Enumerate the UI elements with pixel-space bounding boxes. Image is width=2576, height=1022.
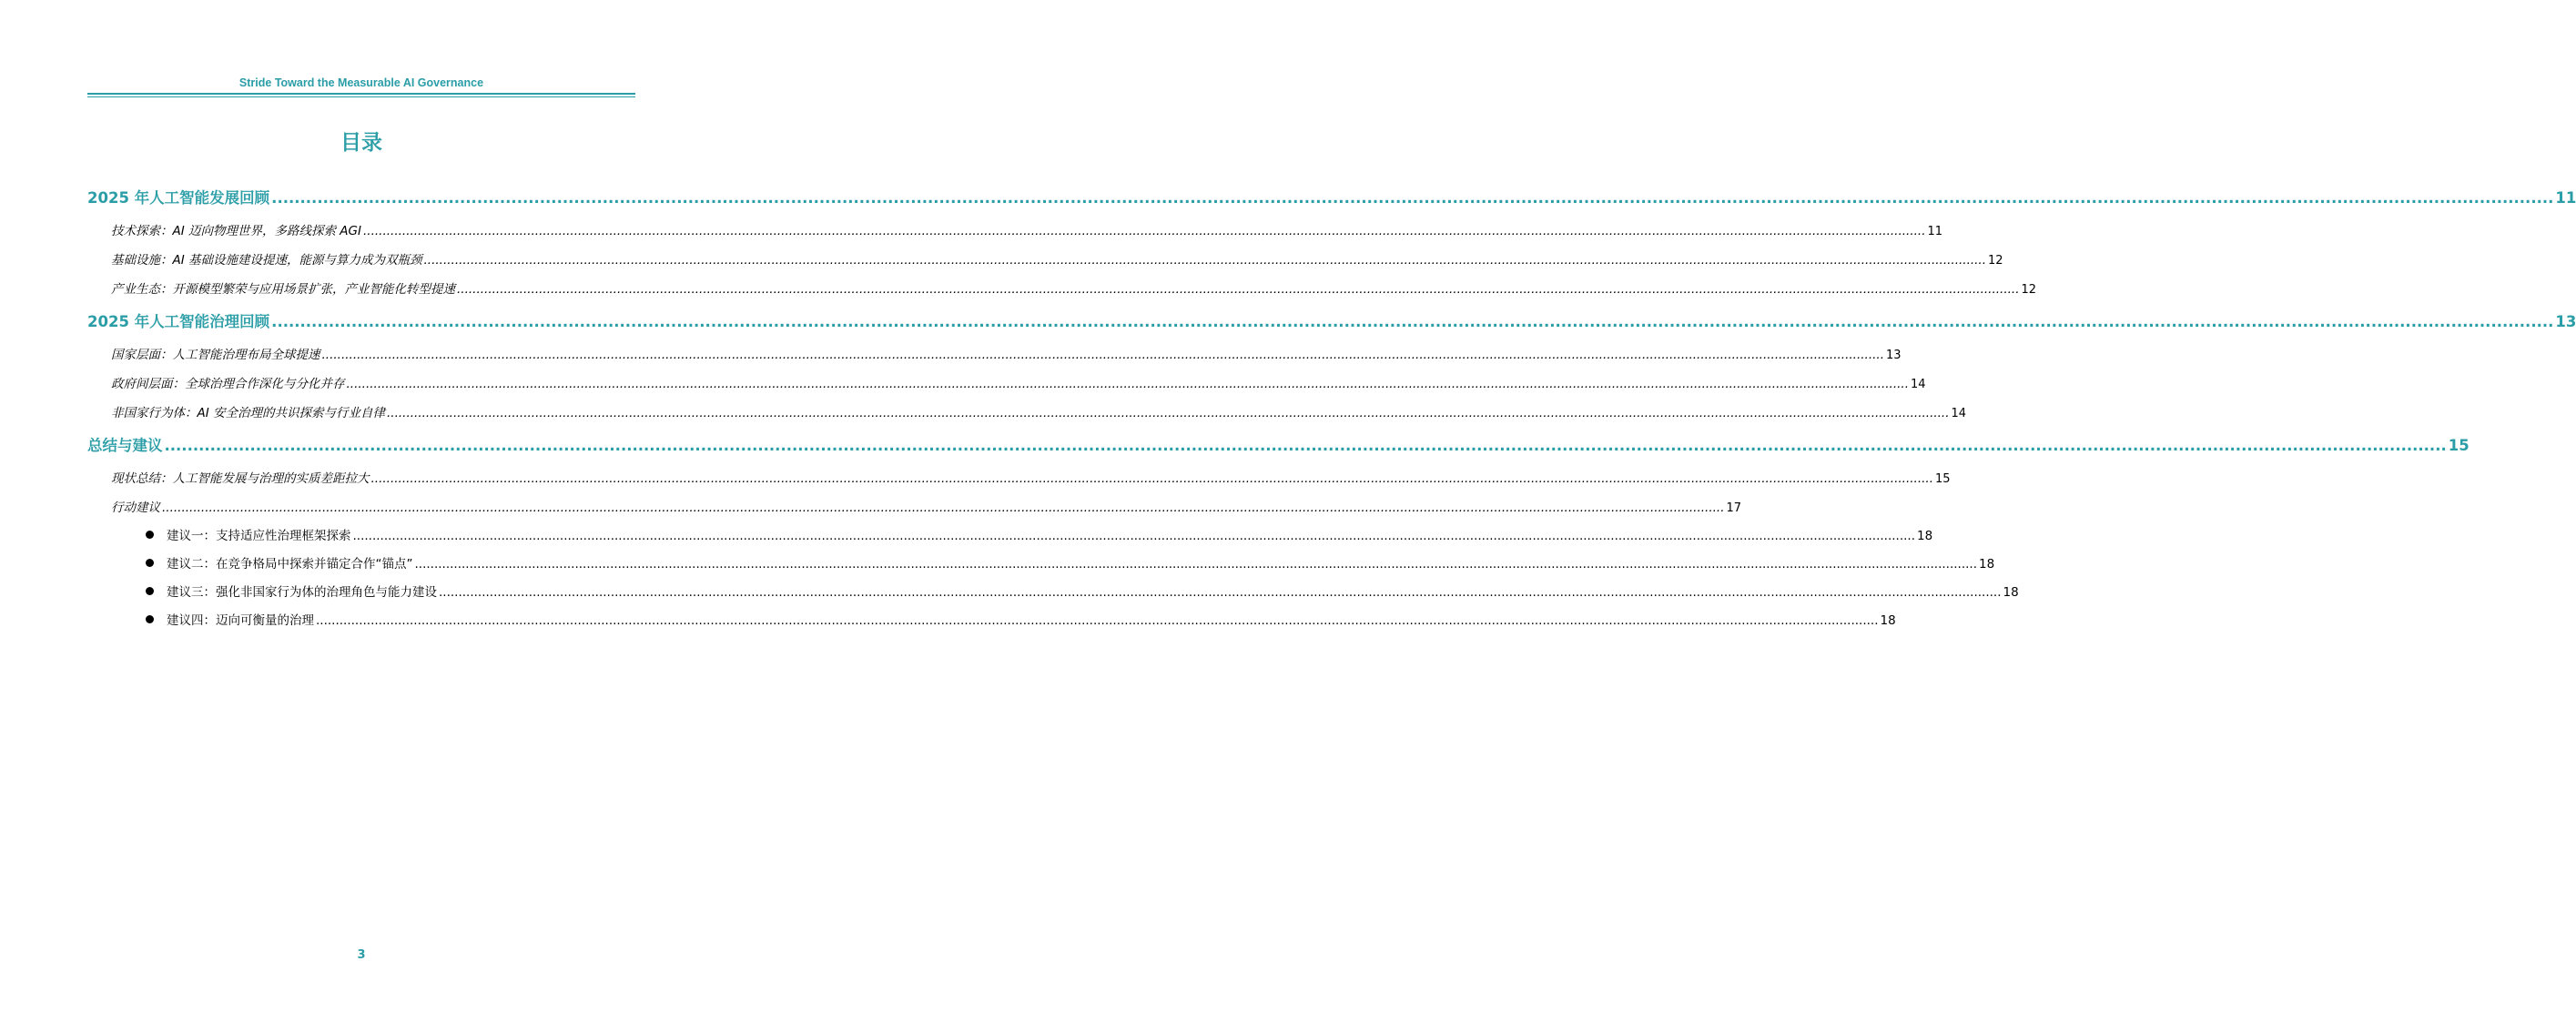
toc-entry-page: 13 (1886, 349, 1902, 362)
dot-leader: ................................................................................................................................................................................................................................................................................................................................................................................................................ (439, 585, 2002, 600)
toc-entry-level-1[interactable] (87, 433, 2470, 455)
toc-entry-level-2[interactable] (111, 402, 1967, 420)
toc-entry-page: 13 (2555, 313, 2576, 330)
toc-entry-title: 政府间层面：全球治理合作深化与分化并存 (111, 377, 345, 391)
toc-entry-page: 11 (1927, 225, 1943, 238)
dot-leader: ................................................................................................................................................................................................................................................................................................................................................................................................................ (387, 406, 1950, 420)
toc-entry-title: 建议三：强化非国家行为体的治理角色与能力建设 (167, 585, 437, 600)
toc-entry-page: 15 (1935, 472, 1951, 486)
toc-entry-title: 现状总结：人工智能发展与治理的实质差距拉大 (111, 471, 370, 486)
bullet-icon (146, 559, 154, 567)
toc-entry-page: 11 (2555, 189, 2576, 207)
toc-entry-title: 产业生态：开源模型繁荣与应用场景扩张，产业智能化转型提速 (111, 282, 455, 297)
toc-entry-title: 建议一：支持适应性治理框架探索 (167, 529, 351, 543)
dot-leader: ................................................................................................................................................................................................................................................................................................................................................................................................................ (362, 224, 1926, 238)
toc-entry-level-1[interactable] (87, 309, 2576, 331)
dot-leader: ................................................................................................................................................................................................................................................................................................................................................................................................................ (162, 501, 1725, 515)
toc-entry-title: 2025 年人工智能发展回顾 (87, 189, 270, 207)
running-header: Stride Toward the Measurable AI Governance (238, 76, 484, 89)
dot-leader: ................................................................................................................................................................................................................................................................................................................................................................................................................ (316, 613, 1879, 628)
dot-leader: ................................................................................................................................................................................................................................................................................................................................................................................................................ (352, 529, 1916, 543)
toc-entry-page: 18 (2003, 585, 2019, 600)
toc-entry-level-3[interactable] (146, 525, 1933, 543)
toc-entry-level-3[interactable] (146, 553, 1995, 572)
bullet-icon (146, 531, 154, 539)
toc-entry-title: 建议四：迈向可衡量的治理 (167, 613, 314, 628)
toc-entry-title: 技术探索：AI 迈向物理世界，多路线探索 AGI (111, 224, 361, 238)
toc-entry-page: 12 (1988, 254, 2003, 268)
bullet-icon (146, 615, 154, 623)
page-number: 3 (357, 948, 366, 962)
toc-entry-page: 15 (2448, 437, 2470, 454)
dot-leader: ................................................................................................................................................................................................................................................................................................................................................................................................................ (370, 471, 1934, 486)
toc-entry-level-2[interactable] (111, 278, 2037, 297)
dot-leader: ................................................................................................................................................................................................................................................................................................................................................................................................................ (346, 377, 1910, 391)
toc-entry-level-2[interactable] (111, 220, 1943, 238)
toc-entry-title: 建议二：在竞争格局中探索并锚定合作“锚点” (167, 557, 413, 572)
toc-entry-page: 18 (1979, 557, 1995, 572)
toc-entry-title: 国家层面：人工智能治理布局全球提速 (111, 348, 320, 362)
toc-entry-level-2[interactable] (111, 497, 1742, 515)
toc-entry-title: 基础设施：AI 基础设施建设提速，能源与算力成为双瓶颈 (111, 253, 422, 268)
toc-entry-page: 12 (2021, 283, 2037, 297)
dot-leader: ................................................................................................................................................................................................................................................................................................................................................................................................................ (423, 253, 1987, 268)
toc-entry-level-2[interactable] (111, 373, 1926, 391)
toc-entry-title: 总结与建议 (87, 437, 163, 454)
dot-leader: ................................................................................................................................................................................................................................................................................................................................................................................................................ (414, 557, 1978, 572)
toc-entry-level-3[interactable] (146, 610, 1896, 628)
dot-leader: ................................................................................................................................................................................................................................................................................................................................................................................................................ (164, 437, 2447, 454)
dot-leader: ................................................................................................................................................................................................................................................................................................................................................................................................................ (321, 348, 1885, 362)
toc-entry-level-1[interactable] (87, 186, 2576, 207)
toc-entry-level-2[interactable] (111, 249, 2003, 268)
toc-entry-level-2[interactable] (111, 344, 1902, 362)
toc-entry-title: 行动建议 (111, 501, 160, 515)
toc-entry-page: 14 (1951, 407, 1967, 420)
dot-leader: ................................................................................................................................................................................................................................................................................................................................................................................................................ (457, 282, 2020, 297)
toc-title: 目录 (340, 131, 382, 155)
toc-entry-level-3[interactable] (146, 582, 2019, 600)
dot-leader: ................................................................................................................................................................................................................................................................................................................................................................................................................ (271, 189, 2554, 207)
dot-leader: ................................................................................................................................................................................................................................................................................................................................................................................................................ (271, 313, 2554, 330)
toc-entry-page: 17 (1726, 501, 1742, 515)
toc-entry-page: 14 (1911, 378, 1926, 391)
toc-entry-level-2[interactable] (111, 468, 1951, 486)
toc-entry-page: 18 (1880, 613, 1896, 628)
toc-entry-page: 18 (1917, 529, 1933, 543)
toc-entry-title: 非国家行为体：AI 安全治理的共识探索与行业自律 (111, 406, 386, 420)
toc-entry-title: 2025 年人工智能治理回顾 (87, 313, 270, 330)
bullet-icon (146, 587, 154, 595)
